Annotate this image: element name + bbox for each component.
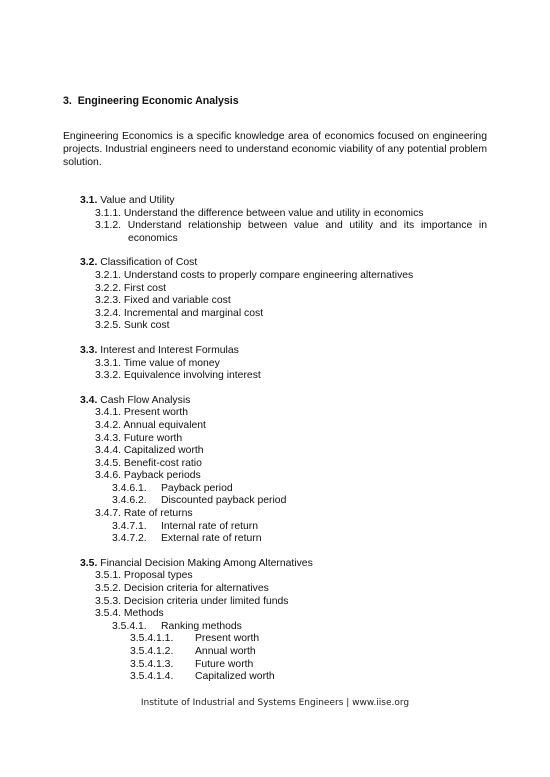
outline-item: [0, 295, 550, 308]
item-text: Methods: [123, 608, 164, 620]
outline-item: [0, 320, 550, 333]
subitem-text: Payback period: [161, 482, 233, 494]
outline-item-wrapped: [95, 220, 487, 245]
subitem-number: 3.4.6.1.: [112, 482, 147, 494]
item-number: 3.2.1.: [95, 269, 121, 281]
item-number: 3.4.5.: [95, 457, 121, 469]
item-text: Future worth: [123, 432, 183, 444]
item-text: Capitalized worth: [123, 445, 204, 457]
item-text: Decision criteria under limited funds: [123, 595, 289, 607]
item-number: 3.1.1.: [95, 207, 121, 219]
subitem-text: Internal rate of return: [161, 520, 259, 532]
section-title: Interest and Interest Formulas: [100, 344, 239, 356]
item-number: 3.2.2.: [95, 282, 121, 294]
item-text: Decision criteria for alternatives: [123, 583, 269, 595]
outline-item: [0, 596, 550, 609]
outline-item-wrapped: [95, 208, 487, 221]
section-title-line: [0, 395, 550, 408]
subsubitem-text: Present worth: [195, 633, 260, 645]
subsubitem-text: Capitalized worth: [195, 671, 275, 683]
subitem-number: 3.4.6.2.: [112, 495, 147, 507]
subitem-text: Discounted payback period: [161, 495, 287, 507]
subsubitem-text: Future worth: [195, 658, 254, 670]
section-title-line: [0, 257, 550, 270]
section-number: 3.4.: [80, 394, 98, 406]
outline-item: [0, 608, 550, 621]
item-number: 3.4.1.: [95, 407, 121, 419]
item-number: 3.5.2.: [95, 583, 121, 595]
subitem-number: 3.4.7.2.: [112, 533, 147, 545]
item-text: Sunk cost: [123, 320, 170, 332]
outline-item: [0, 407, 550, 420]
item-text: Incremental and marginal cost: [123, 307, 264, 319]
page-footer: Institute of Industrial and Systems Engineers | www.iise.org: [140, 698, 410, 708]
outline-section: [0, 345, 550, 383]
item-number: 3.5.1.: [95, 570, 121, 582]
item-text: First cost: [123, 282, 167, 294]
item-number: 3.4.4.: [95, 445, 121, 457]
section-title: Classification of Cost: [100, 257, 198, 269]
section-number: 3.3.: [80, 344, 98, 356]
section-title-line: [0, 345, 550, 358]
item-number: 3.1.2.: [95, 220, 121, 232]
section-title: Value and Utility: [100, 195, 175, 206]
item-text: Understand the difference between value and utility in economics: [123, 207, 424, 219]
outline-item: [0, 220, 487, 245]
item-text: Rate of returns: [123, 508, 193, 520]
item-number: 3.4.6.: [95, 470, 121, 482]
topic-outline: [0, 195, 550, 684]
outline-subitem: [0, 621, 550, 634]
item-text: Benefit-cost ratio: [123, 457, 202, 469]
outline-subsubitem: [0, 633, 550, 646]
section-number: 3.5.: [80, 557, 98, 569]
outline-subsubitem: [0, 671, 550, 684]
outline-section: [0, 257, 550, 333]
subitem-text: External rate of return: [161, 533, 262, 545]
outline-item: [0, 308, 550, 321]
item-number: 3.2.5.: [95, 320, 121, 332]
item-text: Proposal types: [123, 570, 193, 582]
subsubitem-number: 3.5.4.1.3.: [130, 658, 174, 670]
item-number: 3.3.2.: [95, 370, 121, 382]
outline-subsubitem: [0, 659, 550, 672]
subsubitem-number: 3.5.4.1.4.: [130, 671, 174, 683]
item-text: Time value of money: [123, 357, 220, 369]
item-number: 3.2.4.: [95, 307, 121, 319]
subitem-number: 3.5.4.1.: [112, 620, 147, 632]
subitem-number: 3.4.7.1.: [112, 520, 147, 532]
outline-subitem: [0, 521, 550, 534]
outline-item: [0, 470, 550, 483]
outline-section: [0, 558, 550, 684]
subitem-text: Ranking methods: [161, 620, 242, 632]
outline-item: [0, 370, 550, 383]
outline-subitem: [0, 533, 550, 546]
outline-item: [0, 583, 550, 596]
outline-subsubitem: [0, 646, 550, 659]
item-text: Fixed and variable cost: [123, 295, 231, 307]
outline-item: [0, 570, 550, 583]
outline-subitem: [0, 495, 550, 508]
outline-subitem: [0, 483, 550, 496]
outline-item: [0, 270, 550, 283]
item-number: 3.5.3.: [95, 595, 121, 607]
intro-paragraph: Engineering Economics is a specific knowledge area of economics focused on engineering projects. Industrial engineers need to understand economic viability of any potential problem solution.: [63, 131, 487, 168]
section-title: Financial Decision Making Among Alternatives: [100, 557, 313, 569]
item-text: Understand costs to properly compare engineering alternatives: [123, 269, 414, 281]
section-title-line: [0, 558, 550, 571]
outline-item: [0, 458, 550, 471]
heading-title: Engineering Economic Analysis: [77, 95, 239, 107]
item-text: Payback periods: [123, 470, 201, 482]
outline-item: [0, 445, 550, 458]
section-title-line: [0, 195, 550, 208]
outline-section: [0, 195, 550, 245]
outline-item: [0, 358, 550, 371]
subsubitem-text: Annual worth: [195, 646, 256, 657]
item-text: Equivalence involving interest: [123, 370, 261, 382]
item-number: 3.4.3.: [95, 432, 121, 444]
outline-item: [0, 420, 550, 433]
item-number: 3.4.7.: [95, 508, 121, 520]
subsubitem-number: 3.5.4.1.2.: [130, 646, 174, 657]
outline-section: [0, 395, 550, 546]
heading-number: 3.: [63, 95, 72, 107]
section-number: 3.2.: [80, 257, 98, 269]
outline-item: [0, 208, 487, 221]
section-title: Cash Flow Analysis: [100, 394, 191, 406]
section-number: 3.1.: [80, 195, 98, 206]
item-number: 3.4.2.: [95, 419, 121, 431]
outline-item: [0, 283, 550, 296]
item-number: 3.3.1.: [95, 357, 121, 369]
item-number: 3.2.3.: [95, 295, 121, 307]
item-text: Present worth: [123, 407, 188, 419]
item-text: Annual equivalent: [123, 419, 206, 431]
outline-item: [0, 508, 550, 521]
item-text: Understand relationship between value and utility and its importance in economics: [127, 220, 487, 244]
section-heading: [63, 95, 239, 108]
outline-item: [0, 433, 550, 446]
subsubitem-number: 3.5.4.1.1.: [130, 633, 174, 645]
item-number: 3.5.4.: [95, 608, 121, 620]
